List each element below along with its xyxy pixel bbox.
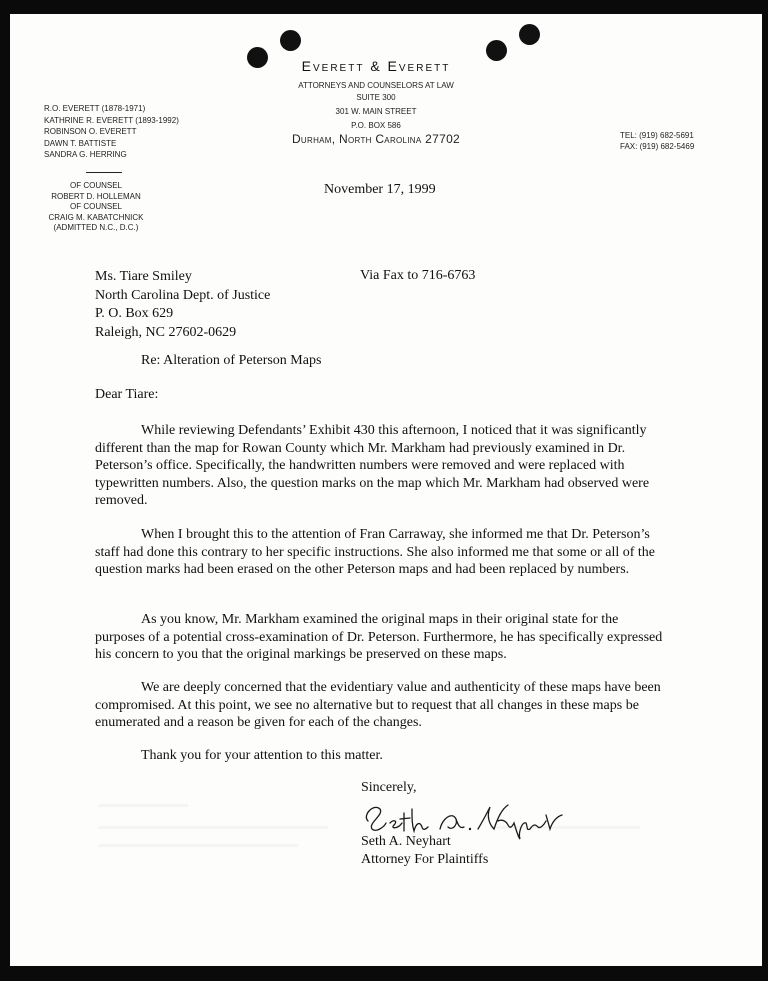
counsel-line: OF COUNSEL — [69, 202, 122, 212]
partner-name: R.O. EVERETT (1878-1971) — [44, 104, 146, 113]
contact-numbers — [620, 130, 694, 152]
recipient-line: Raleigh, NC 27602-0629 — [95, 324, 237, 340]
body-paragraph: While reviewing Defendants’ Exhibit 430 this afternoon, I noticed that it was significantly different than the map for Rowan County which Mr. Markham had previously examined in Dr. Peterson’s office. Specifically, the handwritten numbers were removed and were replaced with typewritten numbers. Also, the question marks on the map which Mr. Markham had observed were removed. — [95, 423, 650, 508]
partner-name: ROBINSON O. EVERETT — [44, 127, 137, 136]
firm-po-box: P.O. BOX 586 — [351, 121, 401, 130]
body-paragraph: When I brought this to the attention of Fran Carraway, she informed me that Dr. Peterson’s staff had done this contrary to her specific instructions. She also informed me that some or all of the question marks had been erased on the other Peterson maps and had been replaced by numbers. — [95, 527, 655, 577]
firm-name: Everett & Everett — [301, 58, 451, 74]
recipient-address — [95, 268, 270, 342]
counsel-list — [30, 181, 162, 234]
bleed-through-mark — [98, 844, 298, 847]
partner-name: KATHRINE R. EVERETT (1893-1992) — [44, 115, 179, 125]
firm-subtitle: ATTORNEYS AND COUNSELORS AT LAW — [298, 81, 454, 90]
bleed-through-mark — [98, 826, 328, 829]
counsel-line: (ADMITTED N.C., D.C.) — [53, 223, 139, 233]
firm-city: Durham, North Carolina 27702 — [291, 132, 461, 146]
partner-name: DAWN T. BATTISTE — [44, 138, 117, 148]
delivery-method: Via Fax to 716-6763 — [360, 268, 476, 283]
body-paragraph: As you know, Mr. Markham examined the original maps in their original state for the purposes of a potential cross-examination of Dr. Peterson. Furthermore, he has specifically expressed his concern to you that the original markings be preserved on these maps. — [95, 612, 663, 662]
recipient-line: Ms. Tiare Smiley — [95, 269, 192, 284]
firm-street: 301 W. MAIN STREET — [335, 107, 417, 116]
signer-title: Attorney For Plaintiffs — [361, 852, 489, 867]
body-paragraph: We are deeply concerned that the evidentiary value and authenticity of these maps have been compromised. At this point, we see no alternative but to request that all changes in these maps be enumerated and a reason be given for each of the changes. — [95, 680, 661, 730]
bleed-through-mark — [490, 826, 640, 829]
signer-name: Seth A. Neyhart — [361, 834, 451, 849]
firm-suite: SUITE 300 — [356, 93, 396, 102]
divider — [86, 172, 122, 173]
recipient-line: North Carolina Dept. of Justice — [95, 287, 271, 303]
counsel-line: OF COUNSEL — [69, 181, 122, 190]
partner-list — [44, 103, 179, 161]
telephone-number: TEL: (919) 682-5691 — [620, 131, 694, 140]
punch-hole-dot — [486, 40, 507, 61]
punch-hole-dot — [280, 30, 301, 51]
letter-date: November 17, 1999 — [324, 182, 436, 197]
closing: Sincerely, — [361, 780, 417, 795]
recipient-line: P. O. Box 629 — [95, 306, 174, 321]
counsel-line: CRAIG M. KABATCHNICK — [48, 212, 144, 222]
fax-number: FAX: (919) 682-5469 — [620, 142, 695, 151]
partner-name: SANDRA G. HERRING — [44, 150, 127, 159]
bleed-through-mark — [98, 804, 188, 807]
letter-page — [10, 14, 762, 966]
salutation: Dear Tiare: — [95, 387, 159, 402]
punch-hole-dot — [247, 47, 268, 68]
punch-hole-dot — [519, 24, 540, 45]
subject-line: Re: Alteration of Peterson Maps — [141, 353, 322, 368]
body-paragraph: Thank you for your attention to this matter. — [141, 748, 383, 763]
counsel-line: ROBERT D. HOLLEMAN — [51, 191, 141, 201]
